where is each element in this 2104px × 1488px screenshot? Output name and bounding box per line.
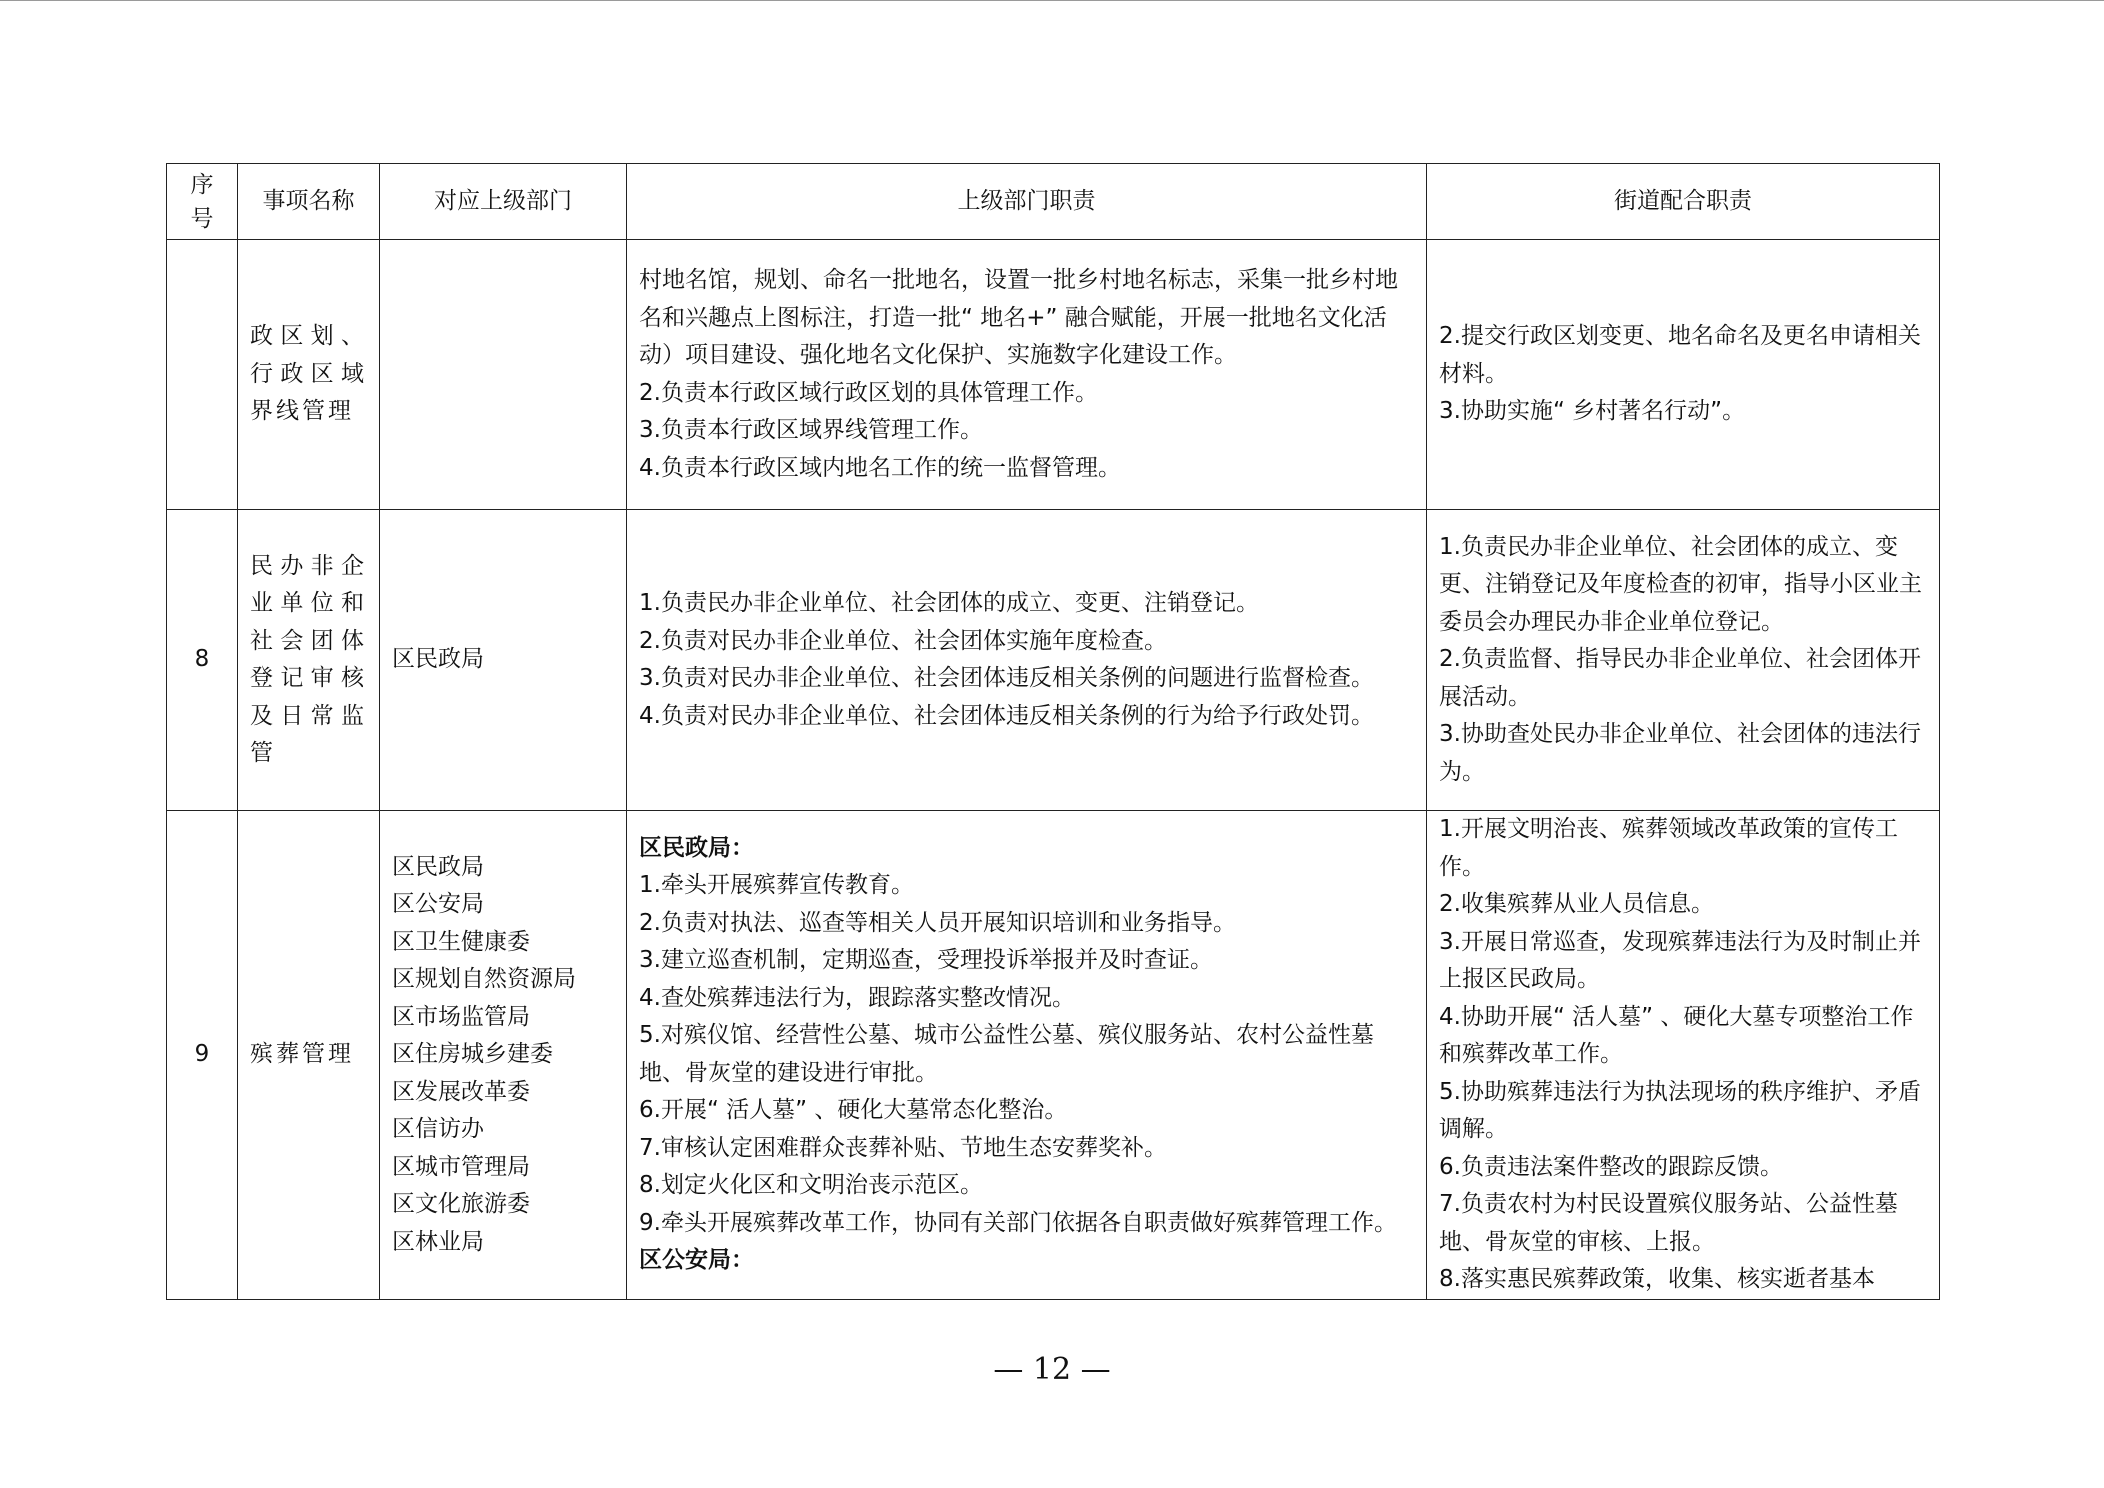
duty-line: 4.查处殡葬违法行为，跟踪落实整改情况。: [639, 984, 1075, 1011]
duty-line: 5.对殡仪馆、经营性公墓、城市公益性公墓、殡仪服务站、农村公益性墓地、骨灰堂的建设进行审批。: [639, 1022, 1374, 1086]
header-seq: 序号: [167, 164, 238, 240]
street-duty-line: 3.协助实施“ 乡村著名行动”。: [1439, 398, 1746, 425]
street-duty-line: 7.负责农村为村民设置殡仪服务站、公益性墓地、骨灰堂的审核、上报。: [1439, 1191, 1898, 1255]
duty-line: 1.负责民办非企业单位、社会团体的成立、变更、注销登记。: [639, 590, 1259, 616]
row-superior-dept: [380, 811, 627, 1300]
duty-line: 村地名馆，规划、命名一批地名，设置一批乡村地名标志，采集一批乡村地名和兴趣点上图标注，打造一批“ 地名+” 融合赋能，开展一批地名文化活动）项目建设、强化地名文化保护、实施数字化建设工作。: [639, 267, 1398, 368]
duty-line: 3.建立巡查机制，定期巡查，受理投诉举报并及时查证。: [639, 947, 1213, 974]
table-row: [167, 240, 1940, 510]
street-duty-line: 1.负责民办非企业单位、社会团体的成立、变更、注销登记及年度检查的初审，指导小区业主委员会办理民办非企业单位登记。: [1439, 533, 1922, 635]
duty-line: 9.牵头开展殡葬改革工作，协同有关部门依据各自职责做好殡葬管理工作。: [639, 1209, 1397, 1236]
street-duty-line: 3.开展日常巡查，发现殡葬违法行为及时制止并上报区民政局。: [1439, 928, 1921, 992]
row-superior-dept: 区民政局: [380, 510, 627, 811]
dept-line: 区规划自然资源局: [392, 966, 576, 992]
duty-line: 4.负责对民办非企业单位、社会团体违反相关条例的行为给予行政处罚。: [639, 702, 1374, 729]
row-street-duties: [1427, 240, 1940, 510]
row-seq: [167, 240, 238, 510]
dept-line: 区城市管理局: [392, 1153, 530, 1180]
street-duty-line: 6.负责违法案件整改的跟踪反馈。: [1439, 1153, 1783, 1180]
dept-line: 区卫生健康委: [392, 928, 530, 955]
table-row: [167, 811, 1940, 1300]
dept-line: 区民政局: [392, 853, 484, 880]
row-item-name: 民办非企业单位和社会团体登记审核及日常监管: [238, 510, 380, 811]
duty-line: 2.负责对执法、巡查等相关人员开展知识培训和业务指导。: [639, 909, 1236, 936]
dept-line: 区住房城乡建委: [392, 1041, 553, 1067]
dept-line: 区林业局: [392, 1228, 484, 1255]
dept-line: 区信访办: [392, 1116, 484, 1142]
dept-line: 区市场监管局: [392, 1003, 530, 1030]
header-superior-duties: 上级部门职责: [627, 164, 1427, 240]
street-duty-line: 2.收集殡葬从业人员信息。: [1439, 891, 1714, 917]
street-duty-line: 4.协助开展“ 活人墓” 、硬化大墓专项整治工作和殡葬改革工作。: [1439, 1003, 1914, 1067]
street-duty-line: 2.负责监督、指导民办非企业单位、社会团体开展活动。: [1439, 646, 1921, 710]
duty-line: 8.划定火化区和文明治丧示范区。: [639, 1172, 983, 1199]
header-superior-dept: 对应上级部门: [380, 164, 627, 240]
row-superior-duties: [627, 811, 1427, 1300]
duty-line: 2.负责本行政区域行政区划的具体管理工作。: [639, 379, 1098, 406]
header-item-name: 事项名称: [238, 164, 380, 240]
row-superior-dept: [380, 240, 627, 510]
street-duty-line: 2.提交行政区划变更、地名命名及更名申请相关材料。: [1439, 323, 1921, 387]
header-street-duties: 街道配合职责: [1427, 164, 1940, 240]
duty-heading: 区民政局：: [639, 834, 754, 861]
row-item-name: 政区划、行政区域界线管理: [238, 240, 380, 510]
row-superior-duties: [627, 510, 1427, 811]
dept-line: 区文化旅游委: [392, 1191, 530, 1217]
duty-line: 2.负责对民办非企业单位、社会团体实施年度检查。: [639, 627, 1167, 654]
duty-line: 6.开展“ 活人墓” 、硬化大墓常态化整治。: [639, 1097, 1068, 1124]
street-duty-line: 1.开展文明治丧、殡葬领域改革政策的宣传工作。: [1439, 816, 1898, 880]
responsibility-table: [166, 163, 1940, 1300]
row-street-duties: [1427, 811, 1940, 1300]
row-seq: 9: [167, 811, 238, 1300]
duty-line: 3.负责对民办非企业单位、社会团体违反相关条例的问题进行监督检查。: [639, 665, 1374, 691]
street-duty-line: 8.落实惠民殡葬政策，收集、核实逝者基本: [1439, 1266, 1875, 1292]
table-header-row: [167, 164, 1940, 240]
row-superior-duties: [627, 240, 1427, 510]
table-row: [167, 510, 1940, 811]
duty-line: 1.牵头开展殡葬宣传教育。: [639, 872, 914, 899]
duty-line: 3.负责本行政区域界线管理工作。: [639, 417, 983, 443]
row-seq: 8: [167, 510, 238, 811]
row-street-duties: [1427, 510, 1940, 811]
duty-line: 7.审核认定困难群众丧葬补贴、节地生态安葬奖补。: [639, 1134, 1167, 1161]
row-item-name: 殡葬管理: [238, 811, 380, 1300]
duty-heading: 区公安局：: [639, 1247, 754, 1274]
dept-line: 区公安局: [392, 891, 484, 917]
street-duty-line: 3.协助查处民办非企业单位、社会团体的违法行为。: [1439, 721, 1921, 785]
page-top-rule: [0, 0, 2104, 1]
duty-line: 4.负责本行政区域内地名工作的统一监督管理。: [639, 454, 1121, 481]
page-number: — 12 —: [993, 1352, 1111, 1387]
dept-line: 区发展改革委: [392, 1078, 530, 1105]
street-duty-line: 5.协助殡葬违法行为执法现场的秩序维护、矛盾调解。: [1439, 1078, 1921, 1142]
